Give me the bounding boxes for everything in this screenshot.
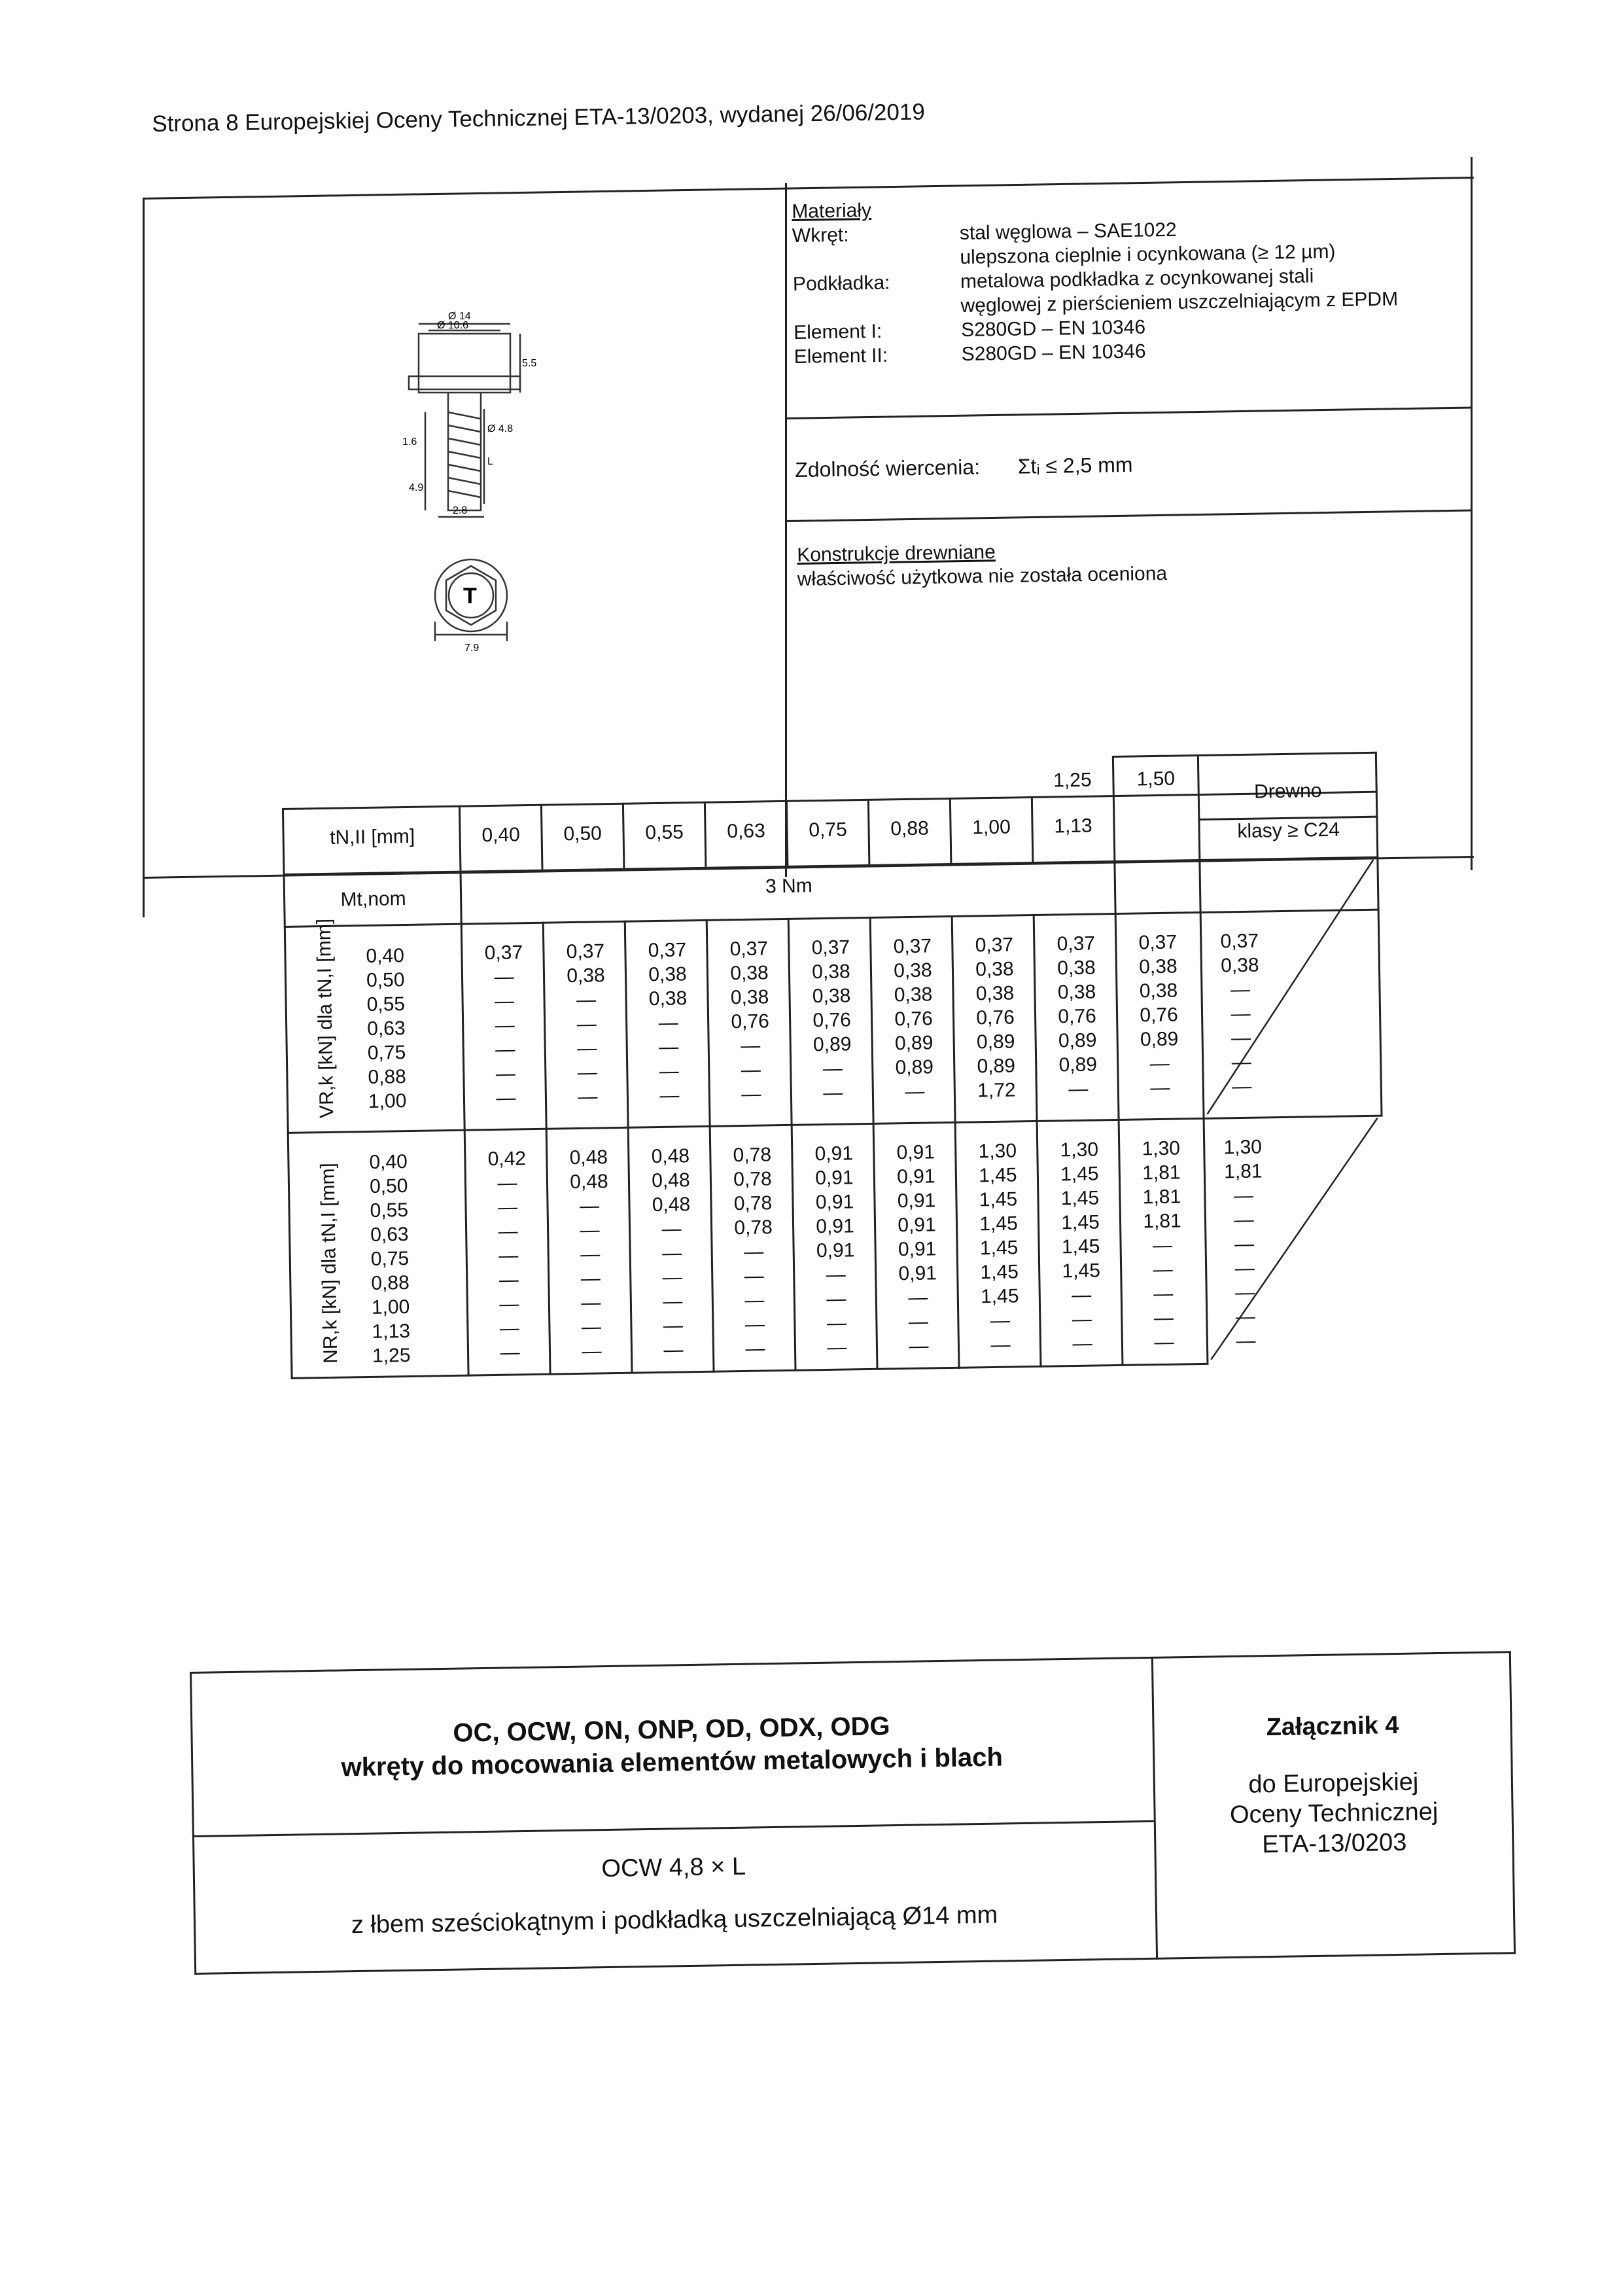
v-row-label: 0,63 [367, 1017, 406, 1040]
v-cell: 0,38 [975, 982, 1015, 1005]
element1-value: S280GD – EN 10346 [960, 316, 1146, 341]
dim-head-height: 5.5 [522, 358, 537, 369]
n-cell: — [1152, 1234, 1173, 1257]
torque-label: Mt,nom [340, 888, 406, 911]
footer-title-2: wkręty do mocowania elementów metalowych i blach [341, 1742, 1003, 1782]
v-cell: — [576, 989, 597, 1011]
n-cell: 1,45 [979, 1188, 1018, 1211]
n-cell: — [1233, 1184, 1254, 1207]
torque-value: 3 Nm [765, 875, 813, 898]
n-cell: — [663, 1290, 683, 1313]
wood-header-1: Drewno [1253, 780, 1322, 803]
n-cell: — [1154, 1331, 1174, 1354]
materials-section [792, 198, 1399, 369]
v-cell: 0,89 [977, 1055, 1016, 1078]
n-cell: 1,45 [979, 1237, 1019, 1260]
v-cell: — [578, 1086, 598, 1108]
v-cell: 0,38 [1056, 957, 1096, 980]
v-cell: — [823, 1082, 843, 1104]
v-cell: 0,38 [567, 964, 605, 987]
v-cell: 0,38 [812, 961, 850, 983]
annex-text [1155, 1765, 1513, 1862]
annex-title: Załącznik 4 [1266, 1711, 1399, 1742]
n-row-label: 0,75 [370, 1248, 410, 1270]
v-cell: 0,38 [1220, 954, 1259, 977]
v-cell: — [658, 1036, 679, 1058]
n-row-labels [369, 1149, 444, 1368]
n-cell: — [826, 1312, 847, 1335]
v-axis-label: VR,k [kN] dla tN,I [mm] [313, 918, 338, 1119]
n-cell: — [1234, 1257, 1255, 1280]
n-cell: — [990, 1333, 1011, 1356]
n-cell: — [827, 1336, 847, 1358]
col-header-6: 1,00 [972, 816, 1011, 839]
col-header-3: 0,63 [727, 820, 766, 843]
n-cell: 0,91 [898, 1262, 937, 1285]
n-cell: — [1235, 1305, 1256, 1328]
v-cell: — [1230, 1002, 1251, 1025]
v-cell: 0,37 [1220, 930, 1259, 953]
element2-label: Element II: [794, 344, 888, 368]
v-cell: — [741, 1083, 761, 1106]
dim-head-outer: Ø 14 [448, 311, 471, 322]
n-cell: — [661, 1242, 682, 1264]
v-cell: 0,38 [812, 985, 851, 1008]
timber-heading: Konstrukcje drewniane [797, 541, 996, 566]
v-values-grid [462, 918, 1259, 1126]
n-cell: — [581, 1292, 601, 1314]
n-cell: — [1234, 1233, 1255, 1256]
v-row-label: 0,55 [366, 993, 406, 1016]
washer-value-1: metalowa podkładka z ocynkowanej stali [960, 265, 1314, 292]
dim-thread: Ø 4.8 [487, 423, 514, 434]
n-cell: 0,42 [487, 1148, 527, 1171]
v-cell: 0,76 [812, 1009, 852, 1032]
load-table [281, 752, 1387, 1390]
n-row-label: 0,40 [369, 1151, 408, 1173]
n-cell: 1,45 [1061, 1235, 1100, 1258]
v-cell: — [577, 1061, 598, 1084]
v-cell: 0,37 [484, 942, 523, 964]
n-row-label: 1,25 [372, 1345, 411, 1367]
col-header-0: 0,40 [481, 824, 521, 847]
v-cell: 0,38 [894, 959, 932, 982]
v-cell: 0,89 [1140, 1028, 1179, 1051]
head-mark: T [463, 584, 477, 609]
v-cell: 0,37 [648, 939, 687, 962]
v-cell: 0,38 [730, 962, 769, 985]
n-cell: 0,48 [651, 1169, 690, 1192]
dim-head-inner: Ø 10.6 [437, 320, 469, 331]
v-cell: — [494, 990, 515, 1012]
n-cell: — [908, 1286, 928, 1309]
v-cell: 0,76 [894, 1008, 934, 1031]
n-cell: — [499, 1317, 520, 1339]
v-cell: — [495, 1038, 515, 1061]
n-cell: — [908, 1311, 929, 1333]
v-cell: 1,72 [977, 1079, 1016, 1102]
n-cell: 1,45 [980, 1285, 1019, 1308]
col-header-8: 1,25 [1053, 769, 1092, 792]
v-cell: — [1068, 1078, 1089, 1101]
n-cell: 1,81 [1142, 1186, 1181, 1209]
n-cell: 0,91 [816, 1215, 855, 1238]
n-cell: — [661, 1218, 682, 1240]
annex-line-3: ETA-13/0203 [1261, 1828, 1407, 1859]
head-outline [419, 334, 510, 393]
n-cell: 1,81 [1142, 1161, 1181, 1184]
v-row-label: 0,50 [366, 969, 405, 991]
v-cell: — [1150, 1076, 1170, 1099]
screw-drawing [379, 288, 576, 694]
n-cell: — [498, 1220, 518, 1243]
n-cell: 1,45 [979, 1212, 1019, 1235]
v-cell: 0,89 [976, 1031, 1015, 1053]
n-cell: 1,30 [1060, 1139, 1099, 1161]
v-row-labels [366, 943, 440, 1114]
v-cell: — [1232, 1075, 1252, 1098]
n-cell: 0,91 [898, 1214, 937, 1237]
n-cell: — [826, 1263, 846, 1286]
v-row-label: 0,40 [366, 945, 405, 967]
col-header-7: 1,13 [1054, 815, 1092, 838]
v-cell: 0,89 [1058, 1029, 1097, 1052]
n-row-label: 0,50 [369, 1175, 408, 1197]
v-cell: 0,37 [1056, 932, 1096, 955]
washer-value-2: węglowej z pierścieniem uszczelniającym z EPDM [960, 288, 1399, 317]
v-cell: 0,37 [975, 934, 1014, 957]
v-cell: — [905, 1080, 925, 1103]
n-cell: 0,48 [570, 1171, 608, 1193]
v-cell: — [577, 1037, 597, 1059]
n-cell: 1,45 [978, 1164, 1017, 1187]
v-cell: — [658, 1012, 678, 1034]
n-cell: 0,91 [816, 1239, 855, 1262]
footer-title [190, 1706, 1153, 1786]
n-row-label: 1,00 [371, 1296, 410, 1318]
n-cell: 0,91 [898, 1238, 937, 1261]
n-cell: — [580, 1267, 601, 1290]
v-cell: 0,38 [975, 958, 1014, 981]
n-cell: — [1072, 1332, 1092, 1355]
n-cell: — [580, 1219, 600, 1241]
screw-value-2: ulepszona cieplnie i ocynkowana (≥ 12 µm) [960, 240, 1336, 268]
n-cell: 1,81 [1223, 1160, 1263, 1183]
v-cell: — [1230, 1027, 1251, 1050]
n-values-grid [466, 1124, 1263, 1378]
annex-line-2: Oceny Technicznej [1229, 1798, 1439, 1829]
n-cell: 0,91 [896, 1165, 935, 1188]
v-cell: 0,76 [976, 1006, 1015, 1029]
col-header-2: 0,55 [645, 821, 684, 844]
n-cell: — [582, 1340, 602, 1362]
v-cell: — [822, 1057, 843, 1080]
v-cell: — [741, 1059, 761, 1082]
n-cell: — [743, 1241, 764, 1263]
n-cell: 1,81 [1143, 1210, 1181, 1233]
v-cell: 0,38 [730, 986, 769, 1009]
n-cell: 1,30 [1142, 1137, 1181, 1160]
v-cell: 0,37 [729, 938, 769, 961]
drilling-label: Zdolność wiercenia: [795, 455, 981, 482]
v-cell: — [740, 1034, 761, 1057]
v-row-label: 0,88 [368, 1066, 407, 1088]
n-row-label: 0,55 [370, 1199, 409, 1222]
n-cell: — [663, 1315, 684, 1337]
n-axis-label: NR,k [kN] dla tN,I [mm] [317, 1162, 342, 1364]
v-cell: 0,89 [1058, 1053, 1098, 1076]
n-cell: — [745, 1337, 765, 1360]
n-cell: — [500, 1341, 520, 1364]
screw-value-1: stal węglowa – SAE1022 [959, 219, 1177, 244]
washer-outline [409, 376, 520, 389]
v-cell: 0,38 [1139, 980, 1178, 1002]
n-cell: 0,48 [569, 1146, 608, 1169]
n-cell: — [1236, 1330, 1256, 1352]
timber-text: właściwość użytkowa nie została oceniona [797, 563, 1168, 590]
screw-shank [448, 393, 481, 510]
dim-tip: 4.9 [409, 482, 424, 493]
screw-label: Wkręt: [792, 224, 849, 247]
v-cell: 0,38 [894, 983, 933, 1006]
n-cell: — [1072, 1284, 1092, 1307]
n-cell: — [1153, 1282, 1174, 1305]
n-cell: 0,91 [896, 1141, 935, 1164]
v-row-label: 1,00 [368, 1090, 407, 1112]
n-cell: — [1234, 1281, 1255, 1304]
v-cell: — [1231, 1051, 1251, 1074]
v-cell: 0,76 [1140, 1004, 1179, 1027]
element1-label: Element I: [793, 320, 882, 344]
v-cell: 0,38 [1057, 981, 1096, 1004]
v-cell: — [659, 1084, 680, 1106]
n-cell: 1,45 [1060, 1163, 1099, 1186]
n-cell: 1,45 [1060, 1187, 1100, 1210]
n-cell: — [581, 1316, 602, 1338]
v-cell: 0,76 [731, 1010, 770, 1033]
n-cell: — [744, 1289, 765, 1311]
n-cell: — [497, 1172, 517, 1194]
n-row-label: 0,88 [371, 1272, 410, 1294]
n-cell: — [499, 1293, 519, 1315]
v-cell: 0,38 [648, 963, 687, 986]
n-cell: 0,91 [814, 1142, 854, 1165]
n-cell: — [744, 1313, 765, 1335]
v-cell: — [496, 1087, 516, 1109]
timber-section [797, 537, 1167, 592]
n-cell: — [744, 1265, 765, 1287]
n-cell: — [579, 1195, 600, 1217]
n-row-label: 1,13 [372, 1320, 411, 1343]
v-cell: — [495, 1014, 515, 1036]
n-cell: — [663, 1339, 684, 1361]
n-cell: — [497, 1196, 518, 1218]
n-cell: 1,45 [1062, 1260, 1101, 1282]
n-cell: 0,91 [897, 1190, 936, 1212]
n-cell: — [1072, 1308, 1092, 1331]
n-cell: 0,48 [652, 1193, 691, 1216]
v-cell: 0,37 [1138, 931, 1178, 954]
col-header-5: 0,88 [890, 817, 929, 840]
n-cell: 1,30 [978, 1140, 1017, 1163]
v-cell: — [576, 1013, 597, 1035]
footer-block [190, 1651, 1516, 1979]
n-cell: — [909, 1335, 929, 1358]
n-cell: — [1153, 1258, 1173, 1281]
annex-line-1: do Europejskiej [1248, 1768, 1419, 1799]
v-cell: 0,37 [893, 935, 932, 958]
v-cell: — [659, 1060, 680, 1082]
v-cell: 0,89 [812, 1033, 852, 1056]
v-cell: 0,76 [1058, 1005, 1097, 1028]
v-cell: 0,37 [566, 940, 605, 963]
dim-length: L [487, 456, 493, 467]
n-cell: — [1153, 1307, 1174, 1330]
n-cell: — [662, 1266, 683, 1288]
v-cell: 0,38 [1138, 955, 1178, 978]
materials-heading: Materiały [792, 200, 872, 222]
n-cell: 0,78 [733, 1168, 772, 1191]
tn2-header: tN,II [mm] [329, 825, 415, 849]
v-cell: — [495, 1063, 516, 1085]
footer-model: OCW 4,8 × L [601, 1852, 746, 1883]
n-cell: 1,45 [980, 1261, 1019, 1284]
dim-shank: 1.6 [402, 436, 417, 448]
n-cell: — [498, 1245, 519, 1267]
dim-hex: 7.9 [464, 643, 480, 654]
element2-value: S280GD – EN 10346 [961, 340, 1146, 365]
n-cell: 0,78 [734, 1216, 773, 1239]
page-header: Strona 8 Europejskiej Oceny Technicznej ETA-13/0203, wydanej 26/06/2019 [152, 99, 926, 137]
v-cell: 0,38 [648, 987, 688, 1010]
v-cell: 0,89 [894, 1032, 934, 1055]
v-cell: 0,37 [811, 936, 850, 959]
col-header-9: 1,50 [1136, 768, 1176, 790]
n-cell: — [580, 1243, 601, 1265]
n-cell: — [498, 1269, 519, 1291]
n-row-label: 0,63 [370, 1224, 409, 1246]
drilling-value: Σtᵢ ≤ 2,5 mm [1017, 452, 1133, 478]
n-cell: — [1234, 1209, 1254, 1231]
v-cell: 0,89 [895, 1056, 934, 1079]
dim-tip-width: 2.8 [453, 505, 468, 516]
v-row-label: 0,75 [367, 1042, 406, 1064]
n-cell: — [826, 1288, 846, 1311]
n-cell: 0,91 [815, 1191, 854, 1214]
v-cell: — [494, 966, 514, 988]
v-cell: — [1149, 1052, 1170, 1075]
footer-desc: z łbem sześciokątnym i podkładką uszczelniającą Ø14 mm [351, 1901, 998, 1939]
col-header-4: 0,75 [809, 819, 848, 841]
n-cell: 0,78 [733, 1144, 772, 1167]
n-cell: 1,45 [1061, 1211, 1100, 1234]
n-cell: 0,48 [651, 1145, 690, 1168]
footer-title-1: OC, OCW, ON, ONP, OD, ODX, ODG [453, 1712, 890, 1748]
col-header-1: 0,50 [563, 822, 602, 845]
wood-header-2: klasy ≥ C24 [1237, 819, 1340, 843]
n-cell: 0,78 [733, 1192, 773, 1215]
n-cell: 1,30 [1223, 1136, 1263, 1159]
n-cell: — [990, 1309, 1011, 1332]
n-cell: 0,91 [814, 1167, 854, 1190]
v-cell: — [1230, 978, 1251, 1001]
washer-label: Podkładka: [792, 272, 890, 295]
